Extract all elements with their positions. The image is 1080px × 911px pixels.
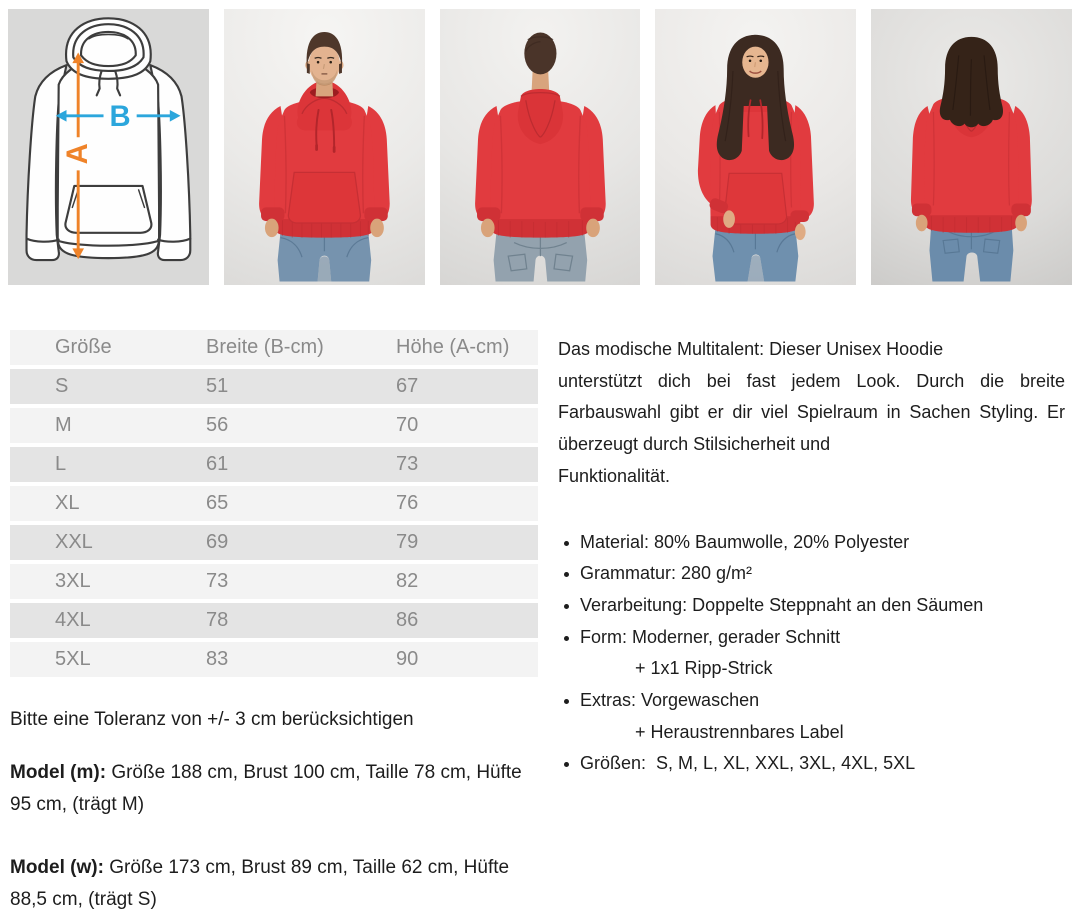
product-description (558, 334, 1065, 780)
header-cell-breite: Breite (B-cm) (206, 336, 324, 358)
table-cell: 5XL (55, 648, 91, 670)
intro-segment: Funktionalität. (558, 465, 671, 486)
table-cell: 67 (396, 375, 419, 397)
feature-extras-sub: + Heraustrennbares Label (635, 721, 844, 742)
model-female-label: Model (w): (10, 857, 104, 878)
male-front-illustration (224, 9, 425, 285)
feature-form-sub: + 1x1 Ripp-Strick (635, 658, 773, 679)
feature-list (558, 527, 1065, 781)
size-table (10, 330, 538, 677)
table-cell: 65 (206, 492, 229, 514)
photo-male-front (224, 9, 425, 285)
table-row-5xl (10, 642, 538, 677)
model-female-measurements: Größe 173 cm, Brust 89 cm, Taille 62 cm, Hüfte 88,5 cm, (trägt S) (10, 857, 510, 910)
table-cell: 61 (206, 453, 229, 475)
female-front-illustration (655, 9, 856, 285)
model-female-info (10, 852, 534, 911)
feature-extras: Extras: Vorgewaschen (558, 685, 1065, 717)
table-cell: 56 (206, 414, 229, 436)
header-cell-groesse: Größe (55, 336, 112, 358)
model-male-info (10, 757, 534, 821)
feature-verarbeitung: Verarbeitung: Doppelte Steppnaht an den Säumen (558, 590, 1065, 622)
female-back-illustration (871, 9, 1072, 285)
table-cell: 70 (396, 414, 419, 436)
table-row-s (10, 369, 538, 404)
table-cell: 73 (396, 453, 419, 475)
table-row-xxl (10, 525, 538, 560)
table-row-m (10, 408, 538, 443)
bullet-icon (564, 762, 569, 767)
bullet-icon (564, 699, 569, 704)
table-cell: L (55, 453, 67, 475)
male-back-illustration (440, 9, 641, 285)
feature-groessen: Größen: S, M, L, XL, XXL, 3XL, 4XL, 5XL (558, 748, 1065, 780)
table-cell: 78 (206, 609, 229, 631)
bullet-icon (564, 541, 569, 546)
size-diagram-image (8, 9, 209, 285)
table-cell: XL (55, 492, 80, 514)
table-row-3xl (10, 564, 538, 599)
table-cell: 82 (396, 570, 419, 592)
bullet-icon (564, 572, 569, 577)
table-cell: M (55, 414, 72, 436)
table-cell: 73 (206, 570, 229, 592)
description-intro (558, 334, 1065, 493)
table-cell: 76 (396, 492, 419, 514)
table-cell: 4XL (55, 609, 91, 631)
hoodie-measurement-diagram (8, 9, 209, 285)
table-cell: 83 (206, 648, 229, 670)
bullet-icon (564, 636, 569, 641)
model-male-measurements: Größe 188 cm, Brust 100 cm, Taille 78 cm, Hüfte 95 cm, (trägt M) (10, 762, 522, 815)
table-cell: 3XL (55, 570, 91, 592)
table-cell: 86 (396, 609, 419, 631)
feature-grammatur: Grammatur: 280 g/m² (558, 558, 1065, 590)
tolerance-note: Bitte eine Toleranz von +/- 3 cm berücksichtigen (10, 709, 414, 730)
table-cell: S (55, 375, 69, 397)
intro-segment: unterstützt dich bei fast jedem Look. Durch die breite Farbauswahl gibt er dir viel Spielraum in Sachen Styling. Er überzeugt durch Stilsicherheit und (558, 370, 1065, 455)
size-table-header-row (10, 330, 538, 365)
photo-male-back (440, 9, 641, 285)
table-cell: 90 (396, 648, 419, 670)
product-image-gallery (8, 9, 1072, 285)
diagram-label-a: A (62, 143, 95, 165)
photo-female-back (871, 9, 1072, 285)
measurement-notes (10, 704, 534, 911)
intro-segment: Das modische Multitalent: Dieser Unisex Hoodie (558, 339, 944, 359)
feature-material: Material: 80% Baumwolle, 20% Polyester (558, 527, 1065, 559)
table-cell: 51 (206, 375, 229, 397)
table-row-l (10, 447, 538, 482)
table-cell: 69 (206, 531, 229, 553)
table-row-xl (10, 486, 538, 521)
table-cell: 79 (396, 531, 419, 553)
table-row-4xl (10, 603, 538, 638)
bullet-icon (564, 604, 569, 609)
table-cell: XXL (55, 531, 93, 553)
header-cell-hoehe: Höhe (A-cm) (396, 336, 510, 358)
feature-form: Form: Moderner, gerader Schnitt (558, 622, 1065, 654)
diagram-label-b: B (109, 100, 131, 133)
photo-female-front (655, 9, 856, 285)
model-male-label: Model (m): (10, 762, 107, 783)
